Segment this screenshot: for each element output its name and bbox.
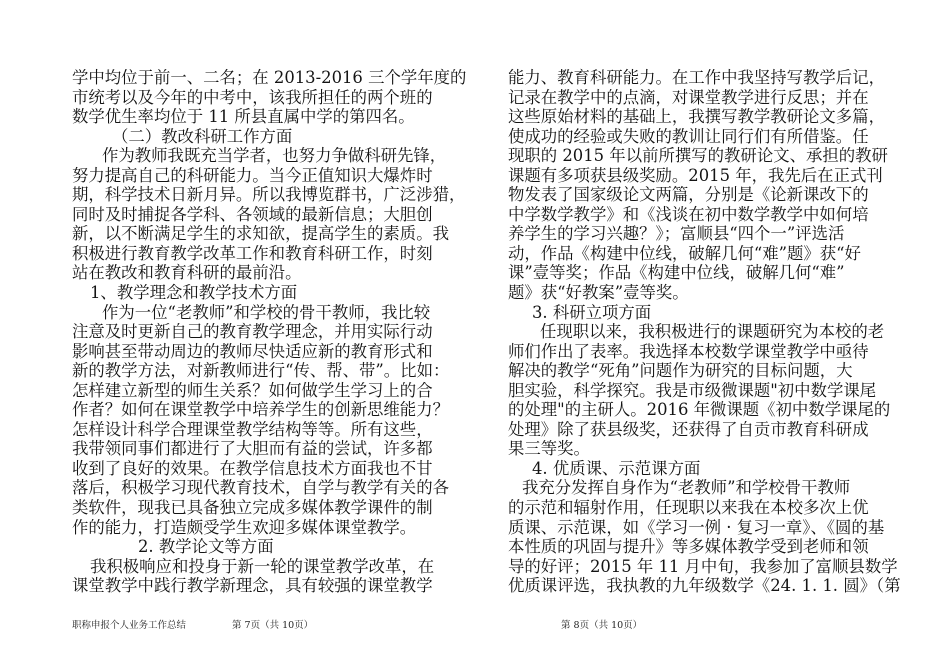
text-line: 期，科学技术日新月异。所以我博览群书，广泛涉猎， [72, 185, 466, 205]
text-line: 怎样建立新型的师生关系？如何做学生学习上的合 [72, 380, 433, 400]
text-line: 2. 教学论文等方面 [138, 537, 274, 557]
text-line: 4. 优质课、示范课方面 [532, 458, 701, 478]
text-line: 的示范和辐射作用，任现职以来我在本校多次上优 [508, 498, 869, 518]
text-line: 我积极响应和投身于新一轮的课堂教学改革，在 [90, 556, 435, 576]
text-line: 这些原始材料的基础上，我撰写教学教研论文多篇， [508, 107, 885, 127]
text-line: 优质课评选，我执教的九年级数学《24. 1. 1. 圆》（第 [508, 576, 901, 596]
text-line: 1、教学理念和教学技术方面 [90, 283, 298, 303]
text-line: 注意及时更新自己的教育教学理念，并用实际行动 [72, 322, 433, 342]
text-line: 课堂教学中践行教学新理念，具有较强的课堂教学 [72, 576, 433, 596]
text-line: 作为一位“老教师”和学校的骨干教师，我比较 [102, 302, 431, 322]
text-line: 我带领同事们都进行了大胆而有益的尝试，许多都 [72, 439, 433, 459]
text-line: 怎样设计科学合理课堂教学结构等等。所有这些， [72, 419, 433, 439]
text-line: 动，作品《构建中位线，破解几何“难”题》获“好 [508, 243, 861, 263]
text-line: 收到了良好的效果。在教学信息技术方面我也不甘 [72, 458, 433, 478]
text-line: 作为教师我既充当学者，也努力争做科研先锋， [102, 146, 447, 166]
text-line: 作者？如何在课堂教学中培养学生的创新思维能力？ [72, 400, 449, 420]
text-line: 处理》除了获县级奖，还获得了自贡市教育科研成 [508, 419, 869, 439]
text-line: （二）教改科研工作方面 [112, 126, 293, 146]
text-line: 课题有多项获县级奖励。2015 年，我先后在正式刊 [508, 165, 883, 185]
right-page-text [508, 68, 922, 596]
text-line: 站在教改和教育科研的最前沿。 [72, 263, 302, 283]
text-line: 3. 科研立项方面 [532, 302, 652, 322]
text-line: 任现职以来，我积极进行的课题研究为本校的老 [540, 322, 885, 342]
text-line: 导的好评；2015 年 11 月中旬，我参加了富顺县数学 [508, 556, 898, 576]
text-line: 养学生的学习兴趣？》；富顺县“四个一”评选活 [508, 224, 845, 244]
left-page-text [72, 68, 484, 596]
text-line: 使成功的经验或失败的教训让同行们有所借鉴。任 [508, 126, 869, 146]
left-footer-page-number: 第 7页（共 10页） [232, 620, 314, 631]
text-line: 新，以不断满足学生的求知欲，提高学生的素质。我 [72, 224, 449, 244]
text-line: 质课、示范课，如《学习一例 · 复习一章》、《圆的基 [508, 517, 885, 537]
text-line: 题》获“好教案”壹等奖。 [508, 283, 689, 303]
text-line: 胆实验，科学探究。我是市级微课题"初中数学课尾 [508, 380, 877, 400]
text-line: 中学数学教学》和《浅谈在初中数学教学中如何培 [508, 204, 869, 224]
right-footer-page-number: 第 8页（共 10页） [561, 620, 643, 631]
text-line: 的处理"的主研人。2016 年微课题《初中数学课尾的 [508, 400, 891, 420]
text-line: 数学优生率均位于 11 所县直属中学的第四名。 [72, 107, 415, 127]
text-line: 解决的教学“死角”问题作为研究的目标问题，大 [508, 361, 853, 381]
text-line: 学中均位于前一、二名；在 2013-2016 三个学年度的 [72, 68, 467, 87]
text-line: 果三等奖。 [508, 439, 590, 459]
text-line: 落后，积极学习现代教育技术，自学与教学有关的各 [72, 478, 449, 498]
text-line: 影响甚至带动周边的教师尽快适应新的教育形式和 [72, 341, 433, 361]
text-line: 市统考以及今年的中考中，该我所担任的两个班的 [72, 87, 433, 107]
text-line: 师们作出了表率。我选择本校数学课堂教学中亟待 [508, 341, 869, 361]
text-line: 物发表了国家级论文两篇，分别是《论新课改下的 [508, 185, 869, 205]
text-line: 积极进行教育教学改革工作和教育科研工作，时刻 [72, 243, 433, 263]
left-footer-title: 职称申报个人业务工作总结 [72, 620, 187, 631]
text-line: 能力、教育科研能力。在工作中我坚持写教学后记， [508, 68, 885, 87]
text-line: 现职的 2015 年以前所撰写的教研论文、承担的教研 [508, 146, 888, 166]
text-line: 新的教学方法，对新教师进行“传、帮、带”。比如： [72, 361, 450, 381]
text-line: 记录在教学中的点滴，对课堂教学进行反思；并在 [508, 87, 869, 107]
text-line: 本性质的巩固与提升》等多媒体教学受到老师和领 [508, 537, 869, 557]
text-line: 作的能力，打造颇受学生欢迎多媒体课堂教学。 [72, 517, 417, 537]
text-line: 课”壹等奖；作品《构建中位线，破解几何“难” [508, 263, 845, 283]
text-line: 类软件，现我已具备独立完成多媒体教学课件的制 [72, 498, 433, 518]
text-line: 同时及时捕捉各学科、各领域的最新信息；大胆创 [72, 204, 433, 224]
text-line: 努力提高自己的科研能力。当今正值知识大爆炸时 [72, 165, 433, 185]
text-line: 我充分发挥自身作为“老教师”和学校骨干教师 [522, 478, 851, 498]
